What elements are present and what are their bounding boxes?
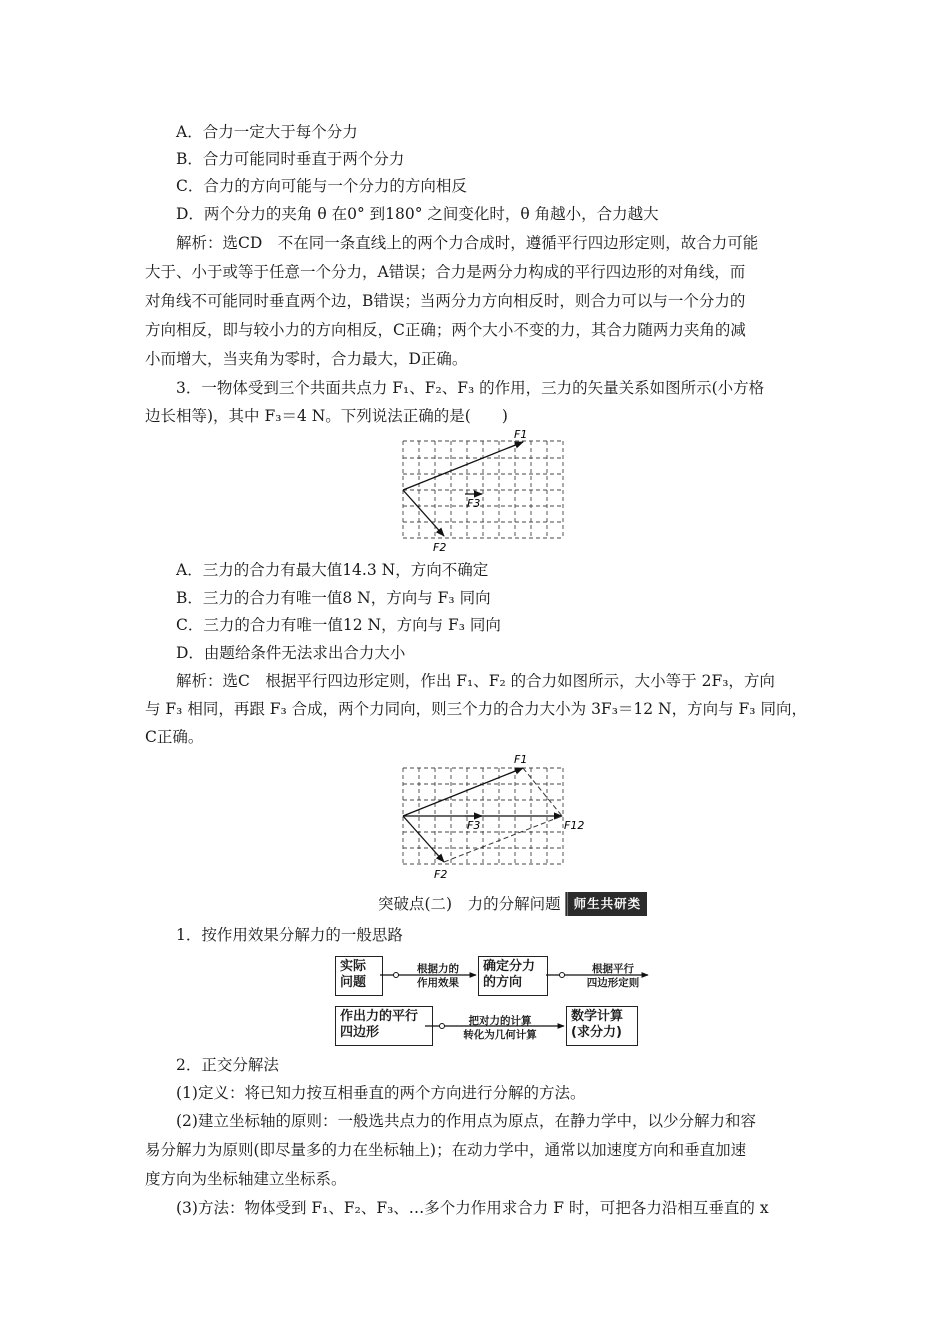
f1-arrow	[403, 442, 523, 490]
flow-arrow-label-2	[573, 962, 653, 990]
flow-box-text: 四边形	[340, 1025, 380, 1040]
q3-stem-line: 边长相等)，其中 F₃＝4 N。下列说法正确的是( )	[145, 407, 508, 425]
section-badge: 师生共研类	[565, 892, 648, 916]
flow-box-text: 实际	[340, 959, 367, 974]
f1-arrow	[403, 768, 523, 816]
q2-analysis-line: 解析：选CD 不在同一条直线上的两个力合成时，遵循平行四边形定则，故合力可能	[176, 234, 759, 252]
ortho-line: (2)建立坐标轴的原则：一般选共点力的作用点为原点，在静力学中，以少分解力和容	[176, 1112, 756, 1130]
f2-arrow	[403, 816, 444, 862]
flow-label-text: 根据平行	[592, 963, 634, 975]
q3-option-d: D．由题给条件无法求出合力大小	[176, 644, 406, 662]
flow-node	[394, 973, 399, 978]
dashed-side	[444, 816, 562, 862]
f2-arrow	[403, 490, 444, 536]
q2-analysis-line: 对角线不可能同时垂直两个边，B错误；当两分力方向相反时，则合力可以与一个分力的	[145, 292, 746, 310]
q2-analysis-line: 小而增大，当夹角为零时，合力最大，D正确。	[145, 350, 468, 368]
flow-box-text: 的方向	[483, 975, 523, 990]
f1-label: F1	[514, 428, 528, 441]
flow-node	[440, 1024, 445, 1029]
force-diagram-2	[390, 748, 590, 880]
q2-option-a: A．合力一定大于每个分力	[176, 123, 358, 141]
flow-label-text: 转化为几何计算	[463, 1029, 537, 1041]
grid	[403, 441, 563, 538]
q2-option-b: B．合力可能同时垂直于两个分力	[176, 150, 405, 168]
ortho-line: (1)定义：将已知力按互相垂直的两个方向进行分解的方法。	[176, 1084, 586, 1102]
q3-option-a: A．三力的合力有最大值14.3 N，方向不确定	[176, 561, 489, 579]
ortho-line: (3)方法：物体受到 F₁、F₂、F₃、…多个力作用求合力 F 时，可把各力沿相互垂直的 x	[176, 1199, 769, 1217]
q2-analysis-line: 方向相反，即与较小力的方向相反，C正确；两个大小不变的力，其合力随两力夹角的减	[145, 321, 746, 339]
q2-option-c: C．合力的方向可能与一个分力的方向相反	[176, 177, 467, 195]
flow-box-text: 问题	[340, 975, 367, 990]
flow-label-text: 四边形定则	[586, 977, 640, 989]
flow-label-text: 把对力的计算	[468, 1015, 532, 1027]
f2-label: F2	[433, 541, 447, 554]
flow-label-text: 根据力的	[417, 963, 459, 975]
dashed-side	[523, 768, 562, 816]
q2-analysis-line: 大于、小于或等于任意一个分力，A错误；合力是两分力构成的平行四边形的对角线，而	[145, 263, 746, 281]
q3-stem-line: 3．一物体受到三个共面共点力 F₁、F₂、F₃ 的作用，三力的矢量关系如图所示(小方格	[176, 379, 765, 397]
q3-option-c: C．三力的合力有唯一值12 N，方向与 F₃ 同向	[176, 616, 501, 634]
flow-box-text: (求分力)	[571, 1025, 622, 1040]
flow-box-actual-problem	[335, 956, 383, 996]
flow-box-text: 数学计算	[571, 1009, 624, 1024]
flow-arrow-label-1	[403, 962, 473, 990]
q3-analysis-line: C正确。	[145, 728, 204, 746]
f3-label: F3	[467, 497, 481, 510]
flow-label-text: 作用效果	[417, 977, 459, 989]
flow-node	[560, 973, 565, 978]
flow-box-text: 作出力的平行	[340, 1009, 419, 1024]
q2-option-d: D．两个分力的夹角 θ 在0° 到180° 之间变化时，θ 角越小，合力越大	[176, 205, 659, 223]
f12-label: F12	[564, 819, 585, 832]
f1-label: F1	[514, 753, 528, 766]
f3-label: F3	[467, 819, 481, 832]
ortho-line: 度方向为坐标轴建立坐标系。	[145, 1170, 347, 1188]
section-title	[378, 892, 647, 916]
q3-analysis-line: 与 F₃ 相同，再跟 F₃ 合成，两个力同向，则三个力的合力大小为 3F₃＝12 N，方向与 F₃ 同向，	[145, 700, 807, 718]
flow-arrow-label-3	[445, 1014, 555, 1042]
flow-heading: 1．按作用效果分解力的一般思路	[176, 926, 403, 944]
force-diagram-1	[390, 425, 580, 555]
ortho-heading: 2．正交分解法	[176, 1056, 279, 1074]
q3-analysis-line: 解析：选C 根据平行四边形定则，作出 F₁、F₂ 的合力如图所示，大小等于 2F₃，方向	[176, 672, 775, 690]
ortho-line: 易分解力为原则(即尽量多的力在坐标轴上)；在动力学中，通常以加速度方向和垂直加速	[145, 1141, 747, 1159]
f2-label: F2	[434, 868, 448, 880]
flow-box-text: 确定分力	[483, 959, 536, 974]
section-title-text: 突破点(二) 力的分解问题	[378, 895, 561, 913]
q3-option-b: B．三力的合力有唯一值8 N，方向与 F₃ 同向	[176, 589, 491, 607]
